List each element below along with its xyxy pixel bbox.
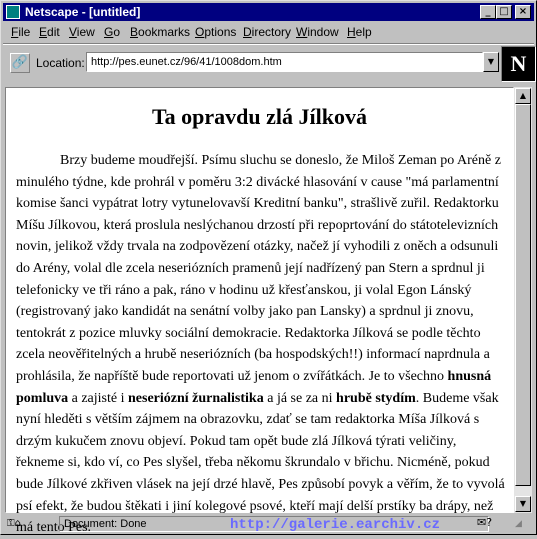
menu-window[interactable]: Window <box>296 25 339 39</box>
menu-file[interactable]: File <box>11 25 31 39</box>
location-input[interactable] <box>86 52 483 72</box>
status-text-box <box>59 516 489 532</box>
netscape-app-icon[interactable] <box>6 5 20 19</box>
menu-directory[interactable]: Directory <box>243 25 292 39</box>
location-toolbar <box>3 46 534 84</box>
minimize-button[interactable]: _ <box>480 5 496 19</box>
menu-separator <box>3 43 534 45</box>
scroll-down-button[interactable]: ▼ <box>515 496 531 512</box>
status-text: Document: Done <box>64 518 147 530</box>
title-bar <box>3 3 534 21</box>
maximize-button[interactable]: □ <box>496 5 512 19</box>
menu-view[interactable]: View <box>69 25 95 39</box>
scroll-thumb[interactable] <box>515 104 531 486</box>
menu-help[interactable]: Help <box>347 25 372 39</box>
menu-edit[interactable]: Edit <box>39 25 60 39</box>
menu-options[interactable]: Options <box>195 25 237 39</box>
watermark-url: http://galerie.earchiv.cz <box>230 517 441 533</box>
mail-icon[interactable]: ✉? <box>477 516 493 529</box>
article-heading: Ta opravdu zlá Jílková <box>152 104 367 129</box>
menu-go[interactable]: Go <box>104 25 121 39</box>
menu-bookmarks[interactable]: Bookmarks <box>130 25 191 39</box>
close-button[interactable]: × <box>515 5 531 19</box>
netscape-throbber-logo[interactable]: N <box>501 46 536 82</box>
vertical-scrollbar[interactable] <box>514 87 532 513</box>
bookmark-icon[interactable]: 🔗 <box>10 53 30 73</box>
location-label: Location: <box>36 56 85 70</box>
location-dropdown-button[interactable]: ▼ <box>483 52 499 72</box>
article-body: Brzy budeme moudřejší. Psímu sluchu se doneslo, že Miloš Zeman po Aréně z minulého týdne, kde prohrál v poměru 3:2 divácké hlasování v cause "má parlamentní komise šanci vypátrat lotry vytunelovavší Kreditní banku", strašlivě zuřil. Redaktorku Míšu Jílkovou, která proslula neslýchanou drzostí při repoprtování do státotelevizních novin, jelikož vždy trvala na zodpovězení otázky, načež jí vyhodili z oněch a odsunuli do Arény, volal dle zcela neseriózních pramenů její nadřízený pan Stern a sprdnul ji telefonicky ve tři ráno a pak, ráno v hodinu už křesťanskou, ji volal Egon Lánský (registrovaný jako kandidát na senátní volby jako pan Lansky) a sprdnul ji znovu, tentokrát z pozice mluvky sociální demokracie. Redaktorka Jílková se podle těchto zcela neověřitelných a hrubě neseriózních (ba hospodských!!) informací naprdnula a prohlásila, že napříště bude reportovati už jenom o zvířátkách. Je to všechno hnusná pomluva a zajisté i neseriózní žurnalistika a já se za ni hrubě stydím. Budeme však nyní hleděti s větším zájmem na obrazovku, zdať se tam redaktorka Míša Jílková s drzým kukučem znovu objeví. Pokud tam opět bude zlá Jílková týrati veličiny, řekneme si, kdo ví, co Pes slyšel, třeba někomu škrundalo v břichu. Nicméně, pokud bude Jílkové zkřiven vlásek na její drzé hlavě, Pes způsobí povyk a věřím, že to vyvolá psí efekt, že budou štěkati i jiní kolegové psové, kteří mají delší prstíky ba drápy, než má tento Pes. <box>16 153 505 536</box>
menu-bar <box>3 23 534 42</box>
window-title: Netscape - [untitled] <box>25 5 141 19</box>
status-bar <box>3 515 534 533</box>
scroll-up-button[interactable]: ▲ <box>515 88 531 104</box>
resize-grip-icon[interactable]: ◢ <box>515 519 522 529</box>
security-key-icon[interactable]: ⚿⌂ <box>7 518 21 529</box>
